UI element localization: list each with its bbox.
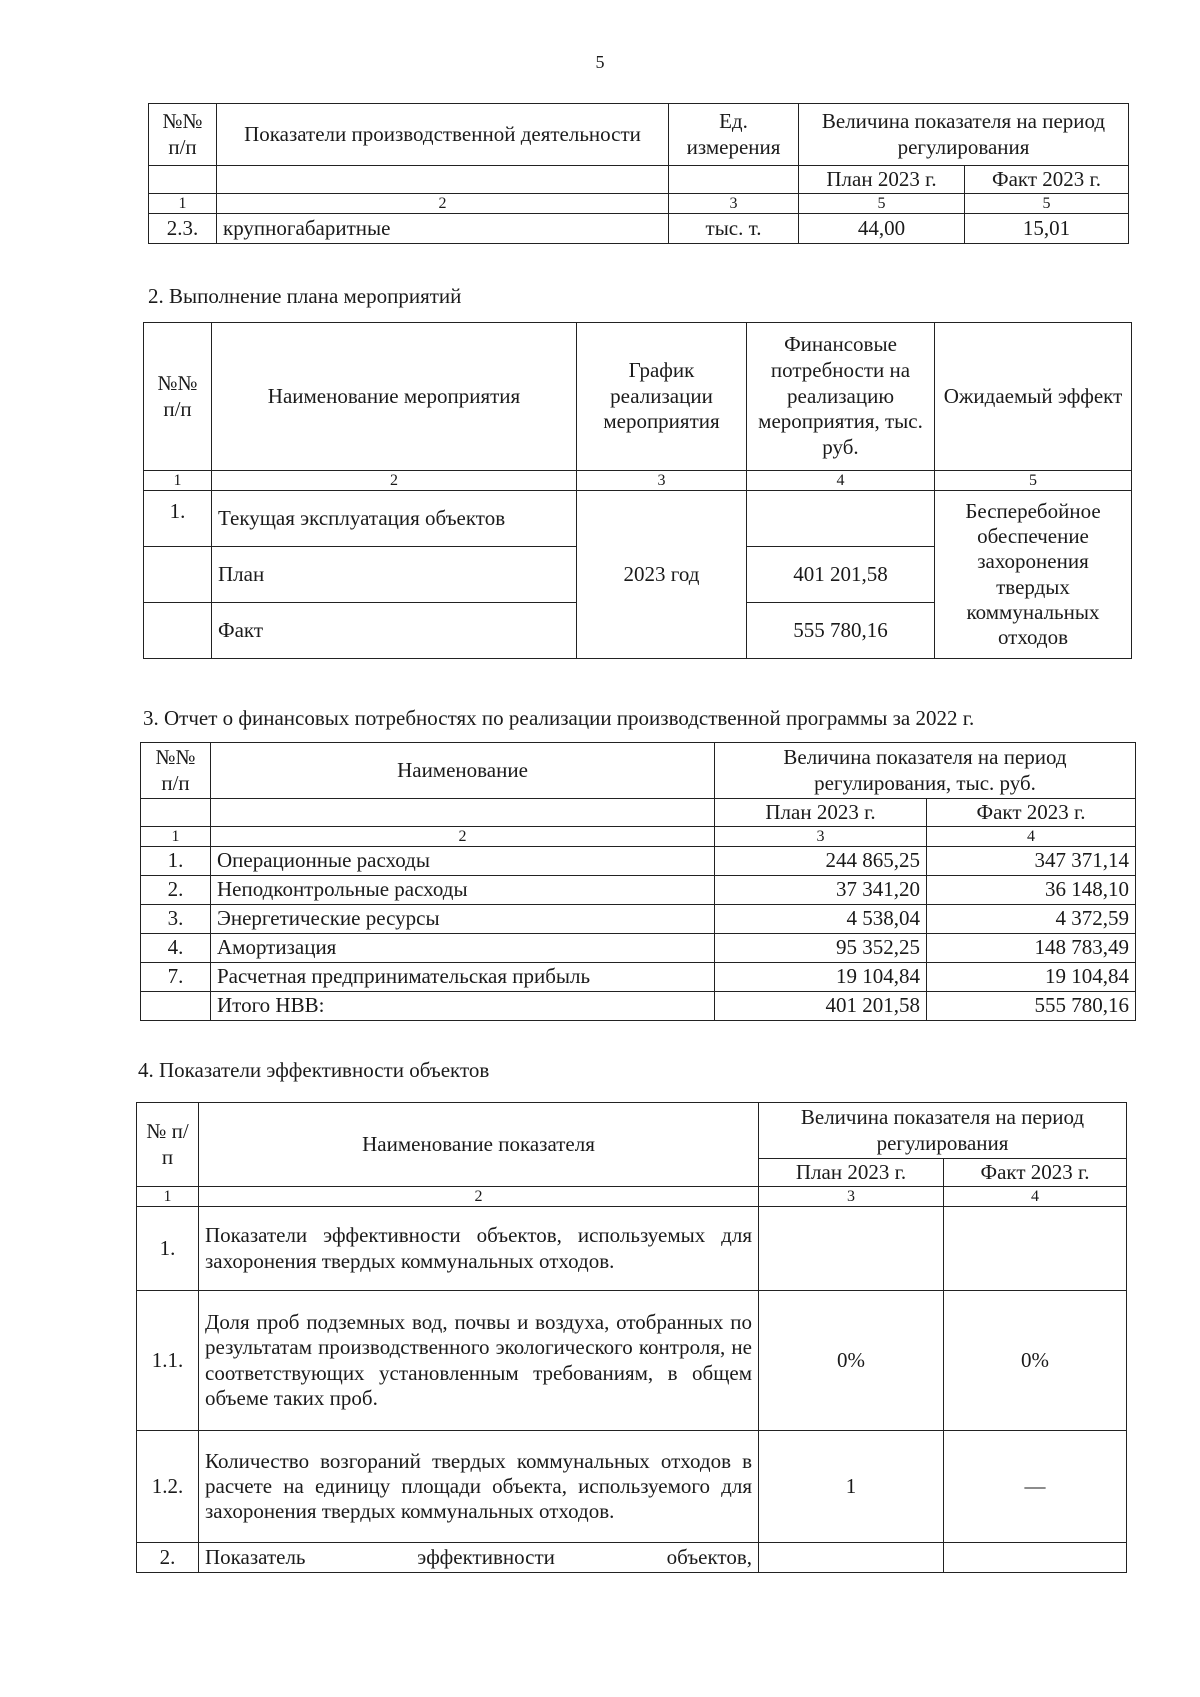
row-name: Энергетические ресурсы xyxy=(211,905,715,934)
col-number: 4 xyxy=(747,471,935,491)
row-name: крупногабаритные xyxy=(217,214,669,244)
row-num: 3. xyxy=(141,905,211,934)
table-row xyxy=(141,963,1136,992)
row-plan-value: 401 201,58 xyxy=(747,547,935,603)
header-num: №№ п/п xyxy=(141,743,211,799)
table-row xyxy=(141,876,1136,905)
header-name: Показатели производственной деятельности xyxy=(217,104,669,166)
table-row-total xyxy=(141,992,1136,1021)
header-effect: Ожидаемый эффект xyxy=(935,323,1132,471)
row-name: Количество возгораний твердых коммунальных отходов в расчете на единицу площади объекта, используемого для захоронения твердых коммунальных отходов. xyxy=(199,1431,759,1543)
header-name: Наименование показателя xyxy=(199,1103,759,1187)
table-row xyxy=(137,1207,1127,1291)
row-plan: 37 341,20 xyxy=(715,876,927,905)
row-unit: тыс. т. xyxy=(669,214,799,244)
header-plan: План 2023 г. xyxy=(759,1159,944,1187)
col-number: 1 xyxy=(141,827,211,847)
row-effect: Бесперебойное обеспечение захоронения твердых коммунальных отходов xyxy=(935,491,1132,659)
col-number: 5 xyxy=(935,471,1132,491)
row-plan: 401 201,58 xyxy=(715,992,927,1021)
col-number: 3 xyxy=(669,194,799,214)
row-num: 7. xyxy=(141,963,211,992)
header-value: Величина показателя на период регулирования xyxy=(759,1103,1127,1159)
header-unit: Ед. измерения xyxy=(669,104,799,166)
row-plan xyxy=(759,1207,944,1291)
row-fact: 0% xyxy=(944,1291,1127,1431)
col-number: 4 xyxy=(944,1187,1127,1207)
row-plan: 4 538,04 xyxy=(715,905,927,934)
row-fact: 555 780,16 xyxy=(927,992,1136,1021)
col-number: 1 xyxy=(144,471,212,491)
blank-cell xyxy=(217,166,669,194)
header-fact: Факт 2023 г. xyxy=(965,166,1129,194)
col-number: 2 xyxy=(211,827,715,847)
header-name: Наименование мероприятия xyxy=(212,323,577,471)
row-num: 1.2. xyxy=(137,1431,199,1543)
table-row xyxy=(137,1431,1127,1543)
col-number: 1 xyxy=(149,194,217,214)
header-fact: Факт 2023 г. xyxy=(927,799,1136,827)
table-row xyxy=(141,905,1136,934)
col-number: 1 xyxy=(137,1187,199,1207)
row-name: Неподконтрольные расходы xyxy=(211,876,715,905)
row-name: Текущая эксплуатация объектов xyxy=(212,491,577,547)
section-2-title: 2. Выполнение плана мероприятий xyxy=(148,284,462,308)
row-plan: 0% xyxy=(759,1291,944,1431)
header-value: Величина показателя на период регулирования, тыс. руб. xyxy=(715,743,1136,799)
blank-cell xyxy=(141,799,211,827)
financial-needs-table xyxy=(140,742,1136,1021)
col-number: 3 xyxy=(715,827,927,847)
row-num: 4. xyxy=(141,934,211,963)
blank-cell xyxy=(211,799,715,827)
row-num: 2. xyxy=(141,876,211,905)
blank-cell xyxy=(144,547,212,603)
section-3-title: 3. Отчет о финансовых потребностях по реализации производственной программы за 2022 г. xyxy=(143,706,975,730)
header-plan: План 2023 г. xyxy=(715,799,927,827)
row-fact xyxy=(944,1543,1127,1573)
row-plan: 1 xyxy=(759,1431,944,1543)
row-plan-label: План xyxy=(212,547,577,603)
row-name: Показатель эффективности объектов, xyxy=(199,1543,759,1573)
row-num: 1. xyxy=(144,491,212,547)
row-num: 1.1. xyxy=(137,1291,199,1431)
table-row xyxy=(137,1543,1127,1573)
row-plan xyxy=(759,1543,944,1573)
row-fact-label: Факт xyxy=(212,603,577,659)
header-name: Наименование xyxy=(211,743,715,799)
table-row xyxy=(141,847,1136,876)
row-fact: 347 371,14 xyxy=(927,847,1136,876)
header-finance: Финансовые потребности на реализацию мероприятия, тыс. руб. xyxy=(747,323,935,471)
row-fact-value: 555 780,16 xyxy=(747,603,935,659)
col-number: 5 xyxy=(799,194,965,214)
row-name: Итого НВВ: xyxy=(211,992,715,1021)
header-num: № п/п xyxy=(137,1103,199,1187)
col-number: 2 xyxy=(199,1187,759,1207)
production-indicators-table xyxy=(148,103,1129,244)
header-schedule: График реализации мероприятия xyxy=(577,323,747,471)
header-num: №№ п/п xyxy=(149,104,217,166)
header-plan: План 2023 г. xyxy=(799,166,965,194)
row-plan: 244 865,25 xyxy=(715,847,927,876)
col-number: 2 xyxy=(212,471,577,491)
header-fact: Факт 2023 г. xyxy=(944,1159,1127,1187)
row-fact: 36 148,10 xyxy=(927,876,1136,905)
header-num: №№ п/п xyxy=(144,323,212,471)
row-name: Амортизация xyxy=(211,934,715,963)
row-num: 1. xyxy=(137,1207,199,1291)
row-fact: 4 372,59 xyxy=(927,905,1136,934)
col-number: 5 xyxy=(965,194,1129,214)
row-fact xyxy=(944,1207,1127,1291)
efficiency-indicators-table xyxy=(136,1102,1127,1573)
col-number: 3 xyxy=(577,471,747,491)
row-fact: 148 783,49 xyxy=(927,934,1136,963)
page-number: 5 xyxy=(595,52,605,72)
row-name: Расчетная предпринимательская прибыль xyxy=(211,963,715,992)
col-number: 2 xyxy=(217,194,669,214)
row-num: 2.3. xyxy=(149,214,217,244)
table-row xyxy=(137,1291,1127,1431)
row-plan: 19 104,84 xyxy=(715,963,927,992)
row-plan: 95 352,25 xyxy=(715,934,927,963)
header-value: Величина показателя на период регулирования xyxy=(799,104,1129,166)
blank-cell xyxy=(149,166,217,194)
row-num xyxy=(141,992,211,1021)
row-num: 2. xyxy=(137,1543,199,1573)
row-plan: 44,00 xyxy=(799,214,965,244)
blank-cell xyxy=(747,491,935,547)
col-number: 4 xyxy=(927,827,1136,847)
row-name: Показатели эффективности объектов, используемых для захоронения твердых коммунальных отходов. xyxy=(199,1207,759,1291)
blank-cell xyxy=(669,166,799,194)
row-schedule: 2023 год xyxy=(577,491,747,659)
row-num: 1. xyxy=(141,847,211,876)
row-fact: 19 104,84 xyxy=(927,963,1136,992)
section-4-title: 4. Показатели эффективности объектов xyxy=(138,1058,490,1082)
table-row xyxy=(149,214,1129,244)
table-row xyxy=(144,491,1132,547)
row-name: Доля проб подземных вод, почвы и воздуха, отобранных по результатам производственного экологического контроля, не соответствующих установленным требованиям, в общем объеме таких проб. xyxy=(199,1291,759,1431)
row-fact: 15,01 xyxy=(965,214,1129,244)
blank-cell xyxy=(144,603,212,659)
row-name: Операционные расходы xyxy=(211,847,715,876)
table-row xyxy=(141,934,1136,963)
activities-table xyxy=(143,322,1132,659)
row-fact: — xyxy=(944,1431,1127,1543)
col-number: 3 xyxy=(759,1187,944,1207)
